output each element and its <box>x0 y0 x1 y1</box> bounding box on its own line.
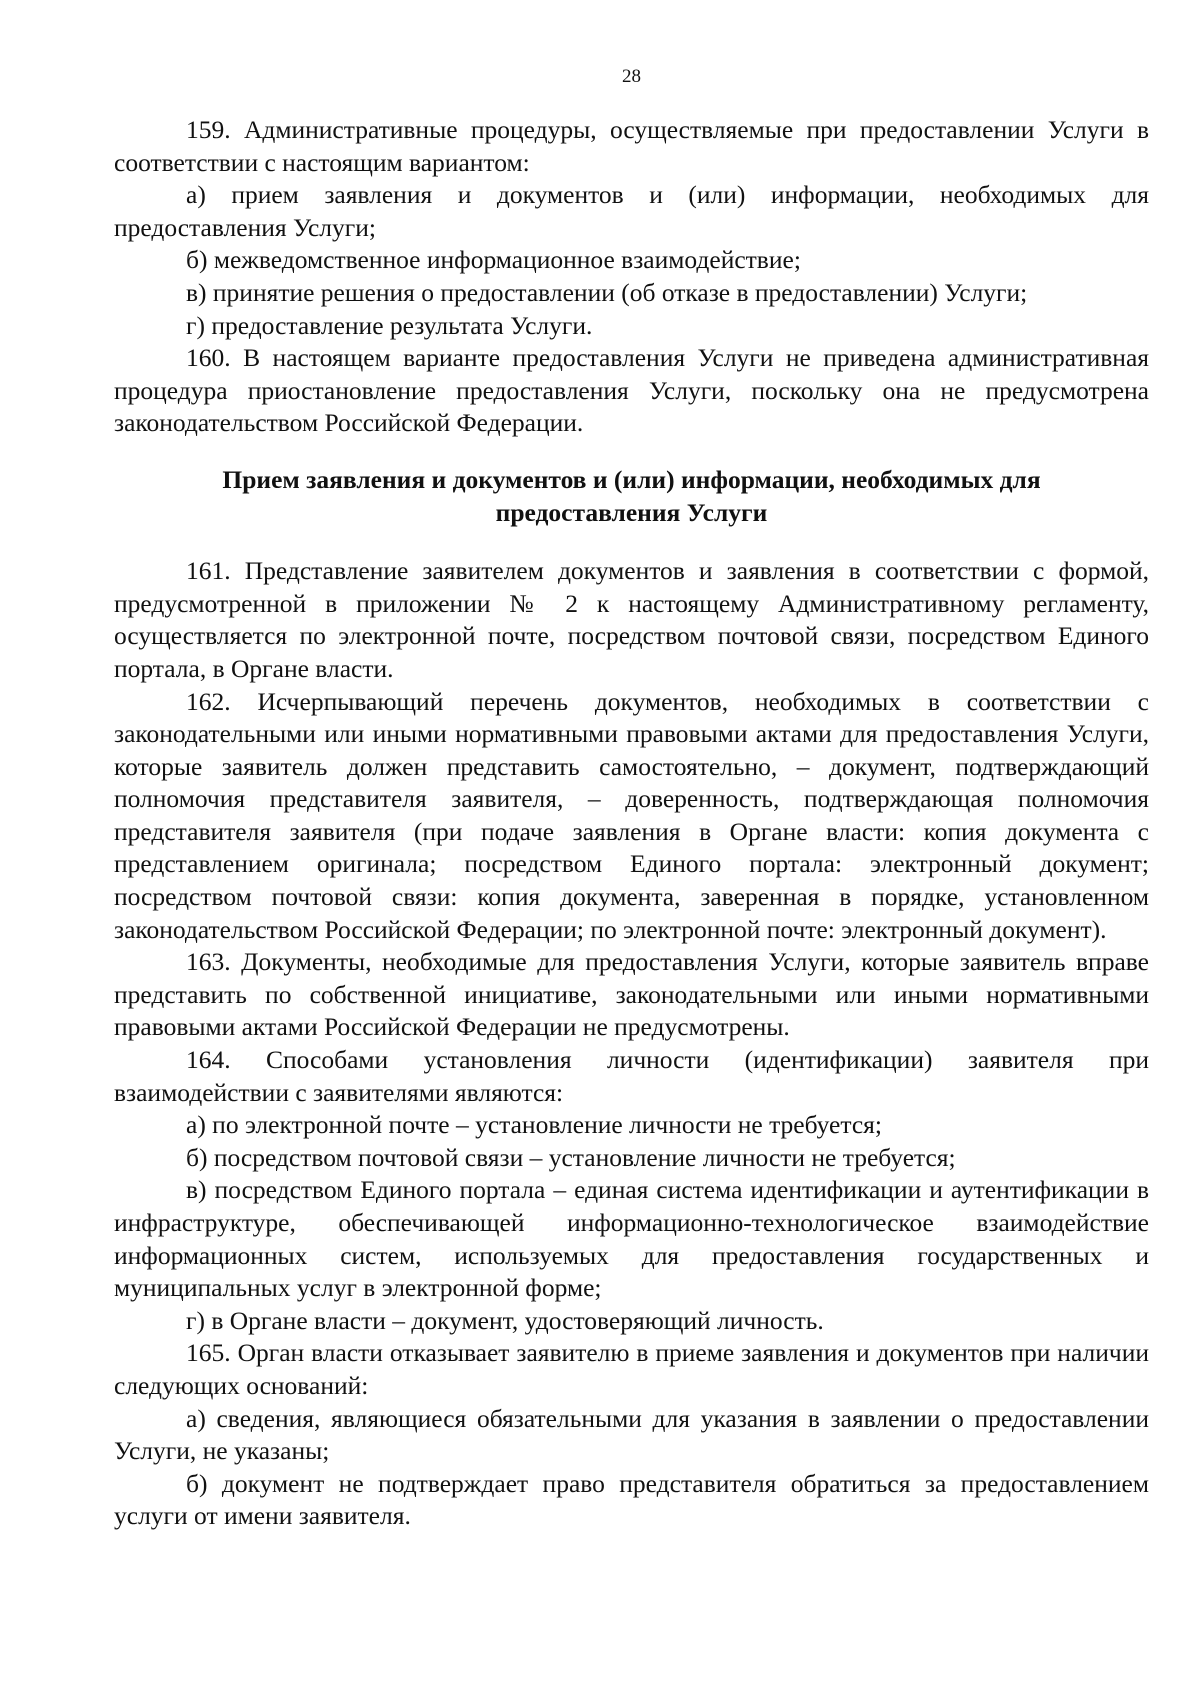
paragraph-164: 164. Способами установления личности (идентификации) заявителя при взаимодействии с заявителями являются: <box>114 1045 1149 1107</box>
paragraph-165: 165. Орган власти отказывает заявителю в приеме заявления и документов при наличии следующих оснований: <box>114 1338 1149 1400</box>
list-item-159-g: г) предоставление результата Услуги. <box>186 310 593 340</box>
paragraph-159: 159. Административные процедуры, осуществляемые при предоставлении Услуги в соответствии с настоящим вариантом: <box>114 115 1149 177</box>
paragraph-163: 163. Документы, необходимые для предоставления Услуги, которые заявитель вправе представить по собственной инициативе, законодательными или иными нормативными правовыми актами Российской Федерации не предусмотрены. <box>114 947 1149 1042</box>
paragraph-161: 161. Представление заявителем документов и заявления в соответствии с формой, предусмотренной в приложении № 2 к настоящему Административному регламенту, осуществляется по электронной почте, посредством почтовой связи, посредством Единого портала, в Органе власти. <box>114 556 1149 683</box>
list-item-164-b: б) посредством почтовой связи – установление личности не требуется; <box>186 1142 956 1172</box>
list-item-159-v: в) принятие решения о предоставлении (об отказе в предоставлении) Услуги; <box>186 277 1028 307</box>
list-item-164-a: а) по электронной почте – установление личности не требуется; <box>186 1110 882 1140</box>
list-item-159-a: а) прием заявления и документов и (или) информации, необходимых для предоставления Услуги; <box>114 180 1149 242</box>
list-item-165-a: а) сведения, являющиеся обязательными для указания в заявлении о предоставлении Услуги, не указаны; <box>114 1403 1149 1466</box>
paragraph-160: 160. В настоящем варианте предоставления Услуги не приведена административная процедура приостановление предоставления Услуги, поскольку она не предусмотрена законодательством Российской Федерации. <box>114 343 1149 438</box>
list-item-164-v: в) посредством Единого портала – единая система идентификации и аутентификации в инфраструктуре, обеспечивающей информационно-технологическое взаимодействие информационных систем, используемых для предоставления государственных и муниципальных услуг в электронной форме; <box>114 1175 1149 1303</box>
page-number: 28 <box>622 66 641 87</box>
section-application-intake <box>114 555 1149 1533</box>
paragraph-162: 162. Исчерпывающий перечень документов, необходимых в соответствии с законодательными или иными нормативными правовыми актами для предоставления Услуги, которые заявитель должен представить самостоятельно, – документ, подтверждающий полномочия представителя заявителя, – доверенность, подтверждающая полномочия представителя заявителя (при подаче заявления в Органе власти: копия документа с представлением оригинала; посредством Единого портала: электронный документ; посредством почтовой связи: копия документа, заверенная в порядке, установленном законодательством Российской Федерации; по электронной почте: электронный документ). <box>114 686 1149 944</box>
section-procedures <box>114 114 1149 440</box>
list-item-159-b: б) межведомственное информационное взаимодействие; <box>186 245 801 275</box>
list-item-164-g: г) в Органе власти – документ, удостоверяющий личность. <box>186 1305 824 1335</box>
list-item-165-b: б) документ не подтверждает право представителя обратиться за предоставлением услуги от имени заявителя. <box>114 1468 1149 1531</box>
section-heading: Прием заявления и документов и (или) информации, необходимых для предоставления Услуги <box>222 464 1041 527</box>
